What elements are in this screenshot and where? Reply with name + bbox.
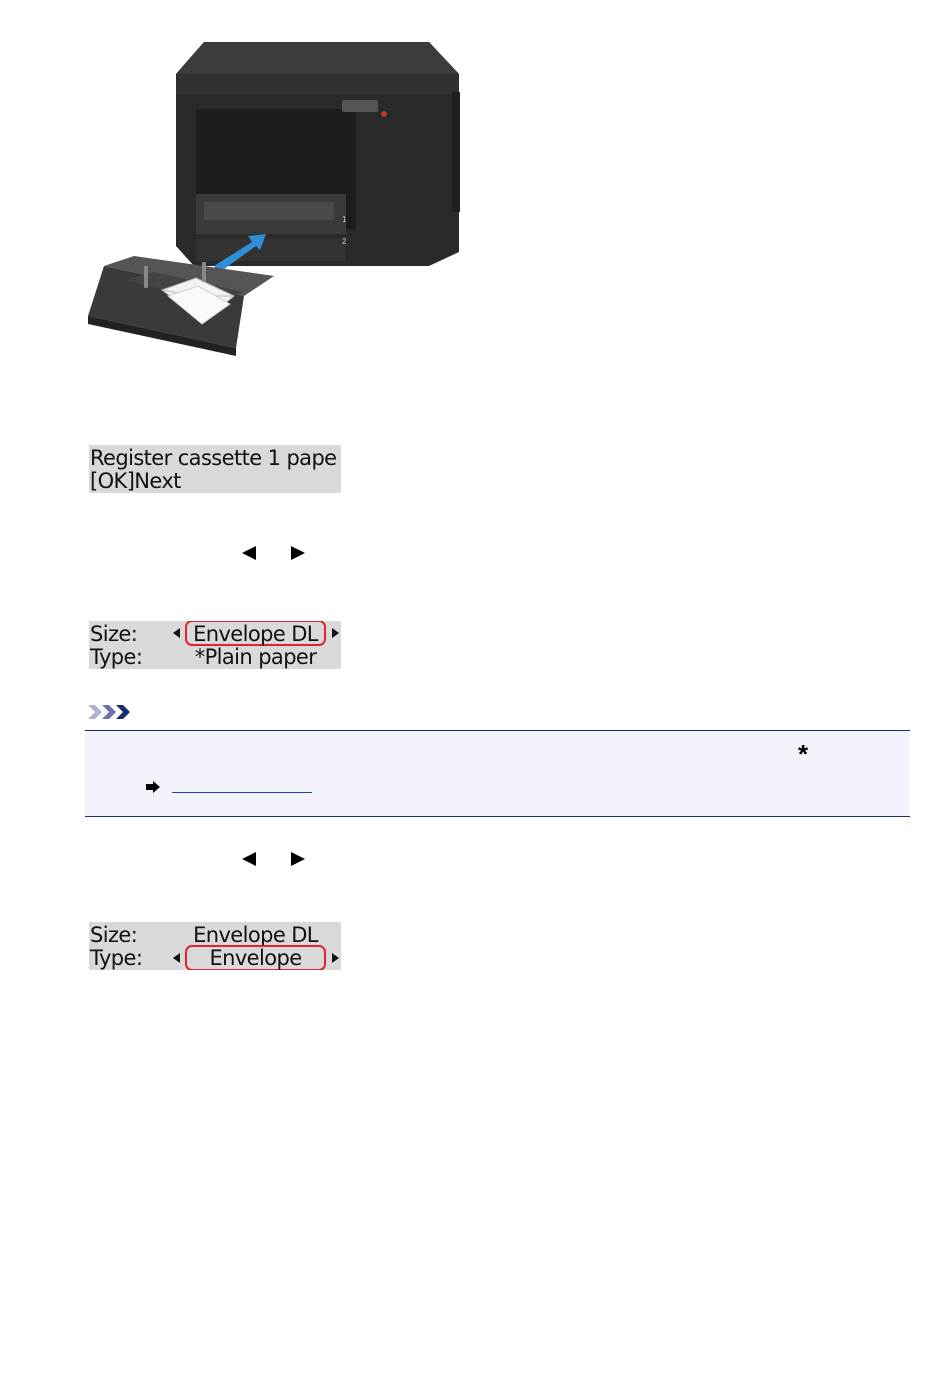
lcd-line-1: Register cassette 1 pape — [90, 446, 337, 470]
note-icon — [86, 703, 134, 721]
type-label: Type: — [90, 645, 143, 669]
left-arrow-icon — [242, 852, 256, 866]
note-link[interactable] — [172, 778, 312, 793]
left-arrow-icon — [242, 546, 256, 560]
size-label: Size: — [90, 622, 138, 646]
right-arrow-icon — [291, 852, 305, 866]
lcd-type-selection — [89, 922, 341, 970]
lcd-left-arrow-icon — [173, 628, 180, 638]
lcd-right-arrow-icon — [332, 953, 339, 963]
printer-cassettes — [196, 194, 347, 261]
envelope-cassette — [88, 256, 274, 356]
lcd-register-cassette — [89, 445, 341, 493]
lcd-size-selection — [89, 621, 341, 669]
type-value: *Plain paper — [194, 645, 317, 669]
size-label: Size: — [90, 923, 138, 947]
type-value: Envelope — [209, 946, 302, 970]
lcd-left-arrow-icon — [173, 953, 180, 963]
lcd-line-2: [OK]Next — [90, 469, 181, 493]
svg-text:2: 2 — [342, 237, 347, 246]
link-arrow-icon — [146, 781, 160, 793]
note-asterisk: * — [798, 739, 809, 769]
lcd-right-arrow-icon — [332, 628, 339, 638]
type-label: Type: — [90, 946, 143, 970]
size-value: Envelope DL — [193, 622, 318, 646]
svg-text:1: 1 — [342, 215, 347, 224]
printer-illustration — [84, 34, 466, 364]
note-box — [85, 730, 910, 817]
right-arrow-icon — [291, 546, 305, 560]
size-value: Envelope DL — [193, 923, 318, 947]
